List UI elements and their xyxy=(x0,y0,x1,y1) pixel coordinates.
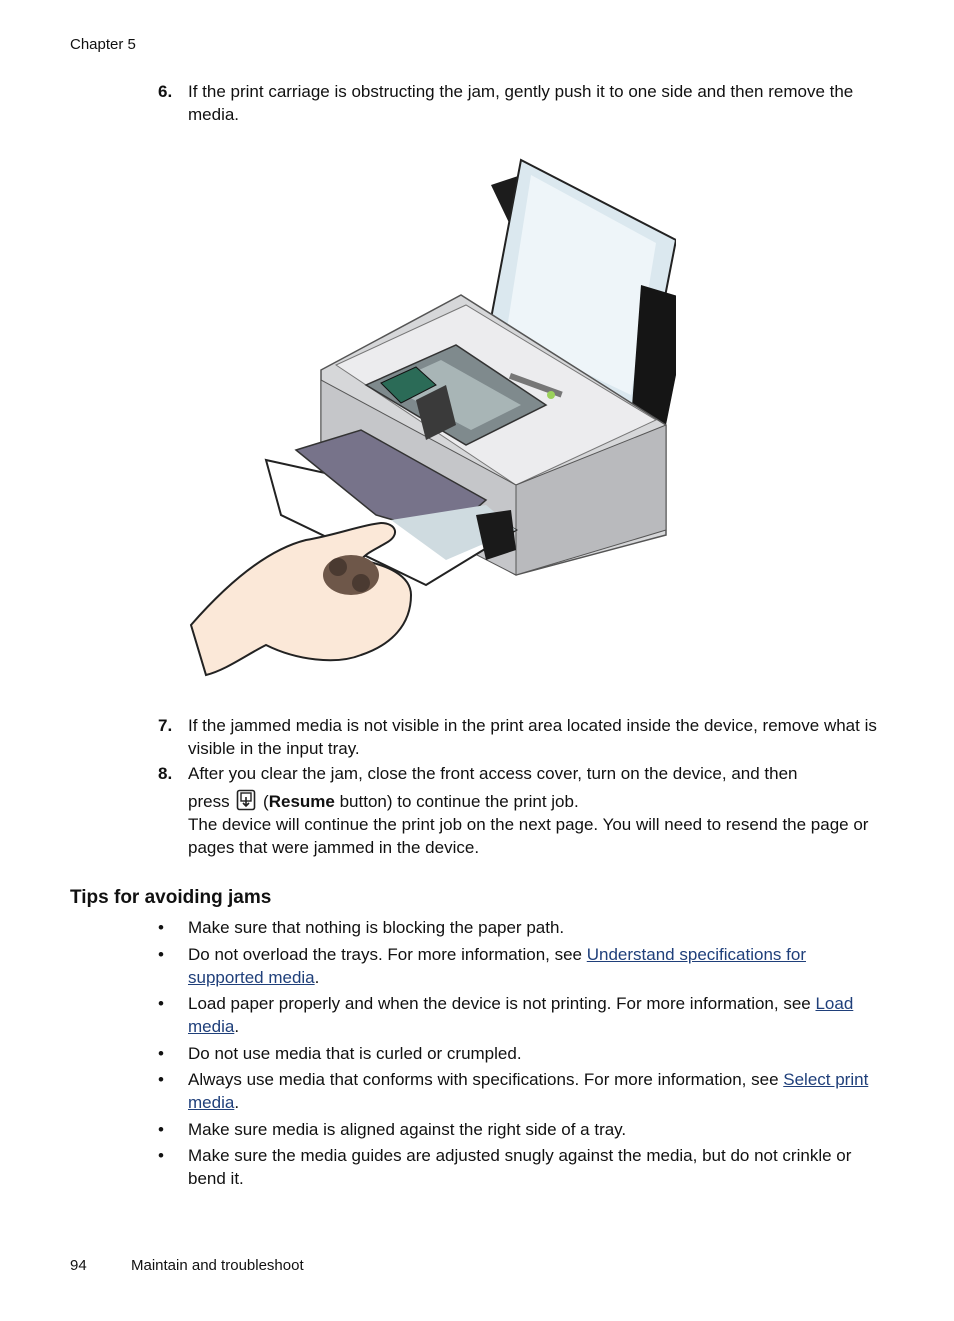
step-text xyxy=(188,762,878,859)
step-8-line2 xyxy=(188,789,878,813)
chapter-header: Chapter 5 xyxy=(70,36,136,53)
list-item xyxy=(158,1068,878,1114)
list-item-text: Do not overload the trays. For more information, see xyxy=(188,944,587,964)
bullet: • xyxy=(158,994,164,1013)
list-item-text: Make sure media is aligned against the right side of a tray. xyxy=(188,1119,627,1139)
step-8-line1: After you clear the jam, close the front access cover, turn on the device, and then xyxy=(188,764,798,783)
list-item xyxy=(158,1118,878,1141)
step-number: 7. xyxy=(158,716,173,735)
bullet: • xyxy=(158,1146,164,1165)
list-item-text: Load paper properly and when the device is not printing. For more information, see xyxy=(188,994,816,1013)
list-item-text: Always use media that conforms with specifications. For more information, see xyxy=(188,1070,784,1089)
footer-section-title: Maintain and troubleshoot xyxy=(131,1257,304,1274)
step-6 xyxy=(158,80,878,126)
list-item xyxy=(158,943,878,989)
list-item-text: Do not use media that is curled or crumpled. xyxy=(188,1043,522,1063)
bullet: • xyxy=(158,1043,164,1063)
link-understand-specifications[interactable]: Understand specifications for supported media xyxy=(188,944,806,987)
section-heading: Tips for avoiding jams xyxy=(70,887,272,908)
step-text: If the print carriage is obstructing the jam, gently push it to one side and then remove the media. xyxy=(188,82,854,124)
printer-paper-jam-illustration xyxy=(186,155,676,680)
resume-button-icon xyxy=(236,789,256,811)
tips-list xyxy=(158,916,878,1194)
step-number: 6. xyxy=(158,82,173,101)
link-select-print-media[interactable]: Select print media xyxy=(188,1070,869,1112)
bullet: • xyxy=(158,944,164,964)
press-text: press xyxy=(188,792,230,811)
after-button-text: button) to continue the print job. xyxy=(334,792,579,811)
step-number: 8. xyxy=(158,764,173,783)
list-item-punct: . xyxy=(234,1017,240,1036)
list-item-text: Make sure that nothing is blocking the paper path. xyxy=(188,918,565,937)
list-item-text: Make sure the media guides are adjusted snugly against the media, but do not crinkle or bend it. xyxy=(188,1146,852,1188)
list-item xyxy=(158,992,878,1038)
paren-open: ( xyxy=(263,792,269,811)
step-8-note: The device will continue the print job on the next page. You will need to resend the page or pages that were jammed in the device. xyxy=(188,815,869,857)
step-text: If the jammed media is not visible in the print area located inside the device, remove what is visible in the input tray. xyxy=(188,716,877,758)
link-load-media[interactable]: Load media xyxy=(188,994,854,1036)
bullet: • xyxy=(158,1119,164,1139)
resume-button-name: Resume xyxy=(268,792,335,811)
list-item xyxy=(158,1042,878,1065)
list-item xyxy=(158,1144,878,1190)
list-item xyxy=(158,916,878,939)
bullet: • xyxy=(158,918,164,937)
list-item-punct: . xyxy=(234,1093,240,1112)
bullet: • xyxy=(158,1070,164,1089)
list-item-punct: . xyxy=(314,967,320,987)
step-7 xyxy=(158,714,878,760)
step-8 xyxy=(158,762,878,859)
page-number: 94 xyxy=(70,1257,87,1274)
